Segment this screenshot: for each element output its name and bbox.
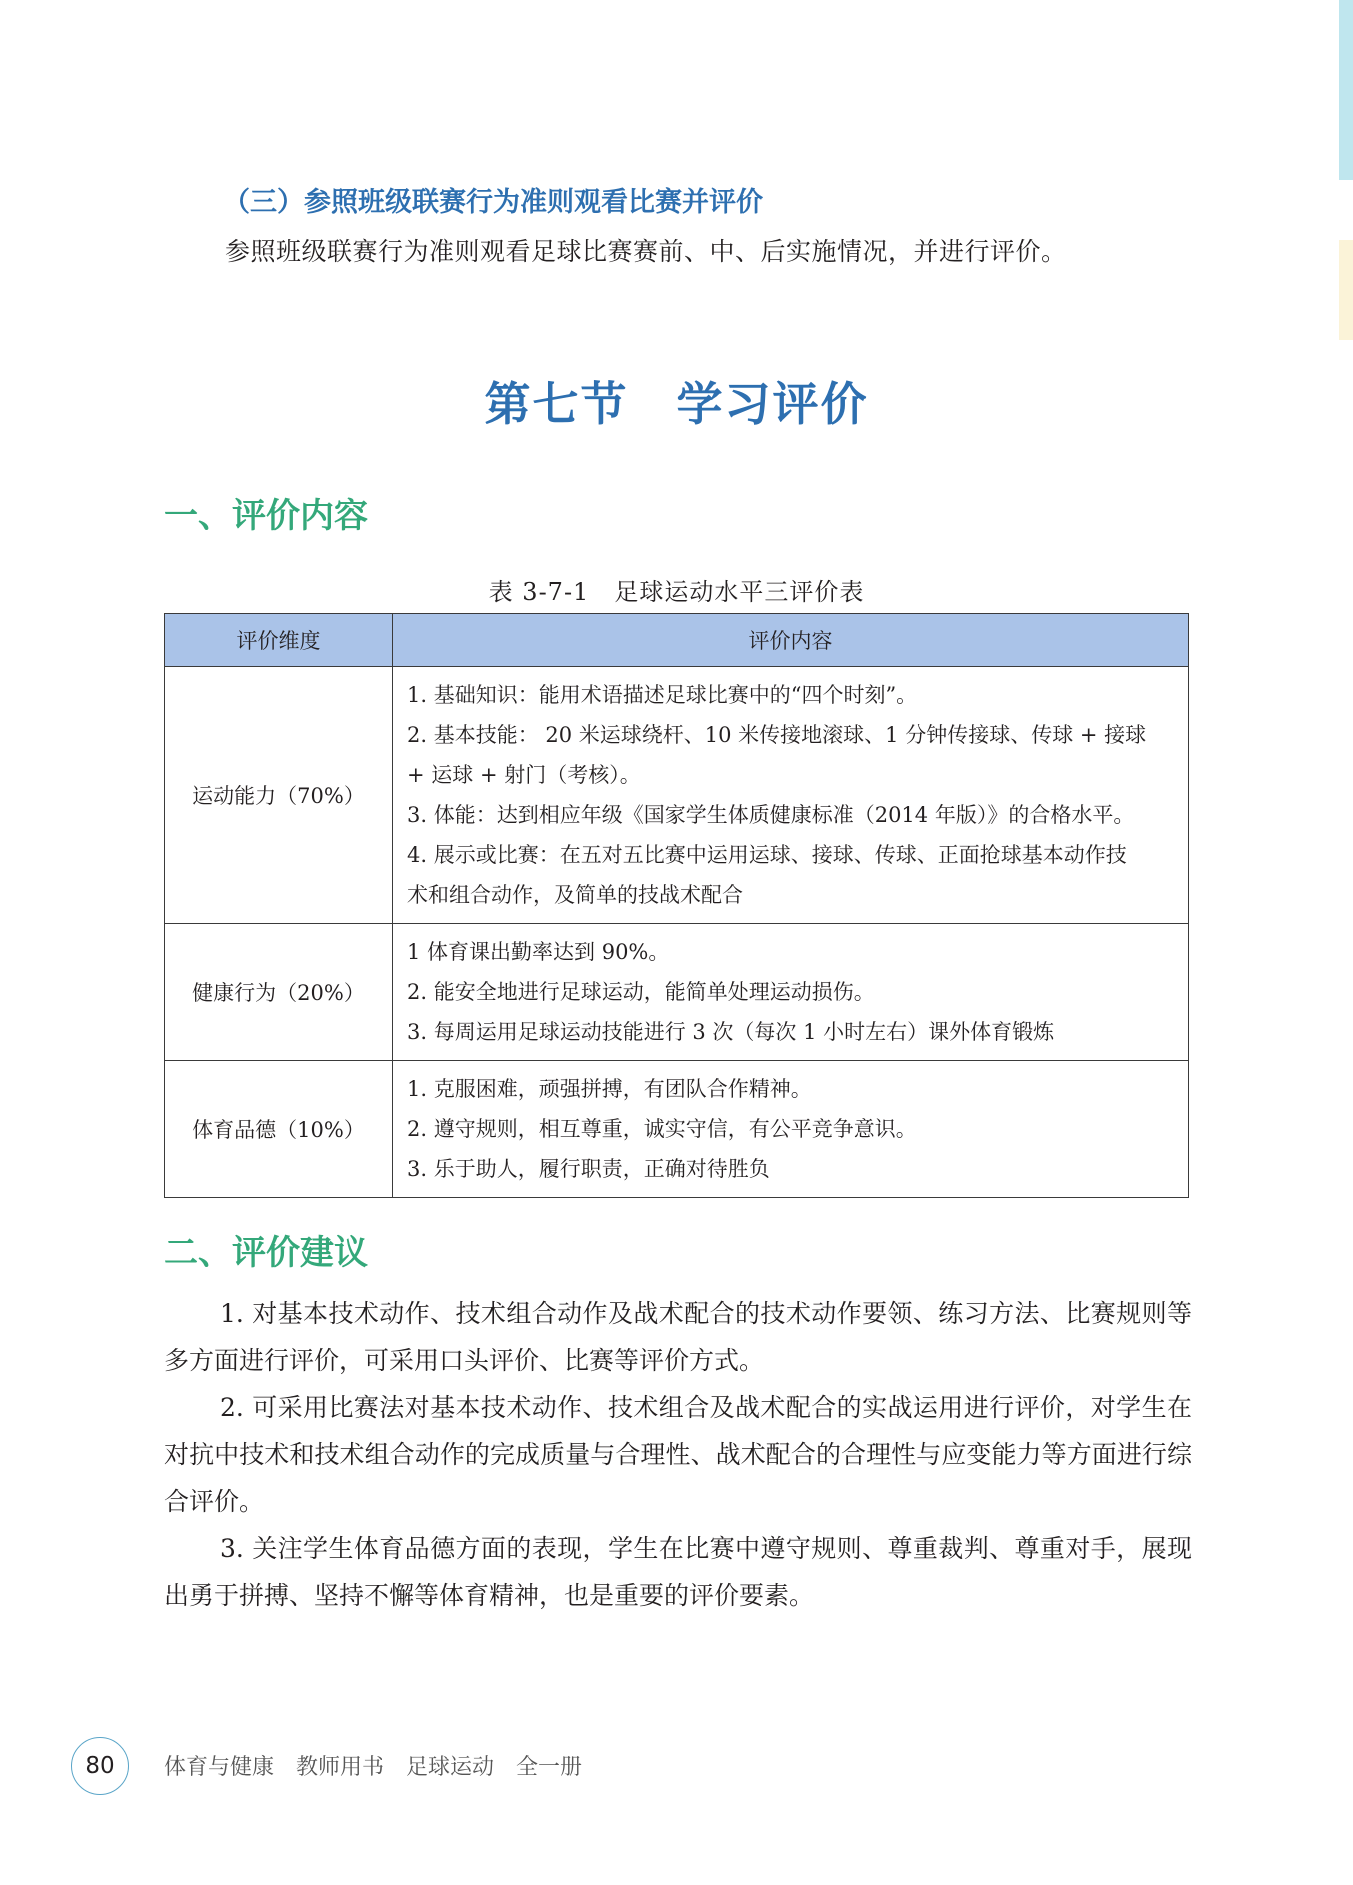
- suggestion-paragraph: 3. 关注学生体育品德方面的表现，学生在比赛中遵守规则、尊重裁判、尊重对手，展现出勇于拼搏、坚持不懈等体育精神，也是重要的评价要素。: [164, 1534, 1192, 1610]
- row-content: [393, 1061, 1189, 1198]
- content-line: 3. 乐于助人，履行职责，正确对待胜负: [407, 1157, 770, 1181]
- table-row: [165, 924, 1189, 1061]
- row-content: [393, 667, 1189, 924]
- header-content: 评价内容: [393, 614, 1189, 667]
- row-content: [393, 924, 1189, 1061]
- part1-heading: 一、评价内容: [164, 496, 368, 536]
- content-line: 1 体育课出勤率达到 90%。: [407, 940, 670, 964]
- edge-tab-blue: [1339, 0, 1353, 180]
- section-title: 第七节 学习评价: [484, 377, 869, 431]
- edge-tab-cream: [1339, 240, 1353, 340]
- content-line: + 运球 + 射门（考核）。: [407, 763, 641, 787]
- subsection-paragraph: 参照班级联赛行为准则观看足球比赛赛前、中、后实施情况，并进行评价。: [225, 237, 1067, 266]
- subsection-heading: （三）参照班级联赛行为准则观看比赛并评价: [223, 187, 763, 218]
- table-caption: 表 3-7-1 足球运动水平三评价表: [488, 578, 865, 606]
- content-line: 2. 能安全地进行足球运动，能简单处理运动损伤。: [407, 980, 875, 1004]
- content-line: 1. 基础知识：能用术语描述足球比赛中的“四个时刻”。: [407, 683, 918, 707]
- footer-text: 体育与健康 教师用书 足球运动 全一册: [164, 1755, 583, 1780]
- page-number: 80: [71, 1737, 129, 1795]
- row-dimension: 健康行为（20%）: [165, 924, 393, 1061]
- suggestion-paragraph: 2. 可采用比赛法对基本技术动作、技术组合及战术配合的实战运用进行评价，对学生在对抗中技术和技术组合动作的完成质量与合理性、战术配合的合理性与应变能力等方面进行综合评价。: [164, 1393, 1192, 1516]
- content-line: 2. 基本技能： 20 米运球绕杆、10 米传接地滚球、1 分钟传接球、传球 + 接球: [407, 723, 1147, 747]
- content-line: 术和组合动作，及简单的技战术配合: [407, 883, 743, 907]
- row-dimension: 运动能力（70%）: [165, 667, 393, 924]
- header-dimension: 评价维度: [165, 614, 393, 667]
- evaluation-table: [164, 613, 1189, 1198]
- content-line: 4. 展示或比赛：在五对五比赛中运用运球、接球、传球、正面抢球基本动作技: [407, 843, 1127, 867]
- table-row: [165, 667, 1189, 924]
- content-line: 3. 体能：达到相应年级《国家学生体质健康标准（2014 年版）》的合格水平。: [407, 803, 1135, 827]
- content-line: 2. 遵守规则，相互尊重，诚实守信，有公平竞争意识。: [407, 1117, 917, 1141]
- row-dimension: 体育品德（10%）: [165, 1061, 393, 1198]
- part2-heading: 二、评价建议: [164, 1233, 368, 1273]
- content-line: 1. 克服困难，顽强拼搏，有团队合作精神。: [407, 1077, 812, 1101]
- content-line: 3. 每周运用足球运动技能进行 3 次（每次 1 小时左右）课外体育锻炼: [407, 1020, 1055, 1044]
- suggestion-paragraph: 1. 对基本技术动作、技术组合动作及战术配合的技术动作要领、练习方法、比赛规则等多方面进行评价，可采用口头评价、比赛等评价方式。: [164, 1299, 1192, 1375]
- table-row: [165, 1061, 1189, 1198]
- table-header-row: [165, 614, 1189, 667]
